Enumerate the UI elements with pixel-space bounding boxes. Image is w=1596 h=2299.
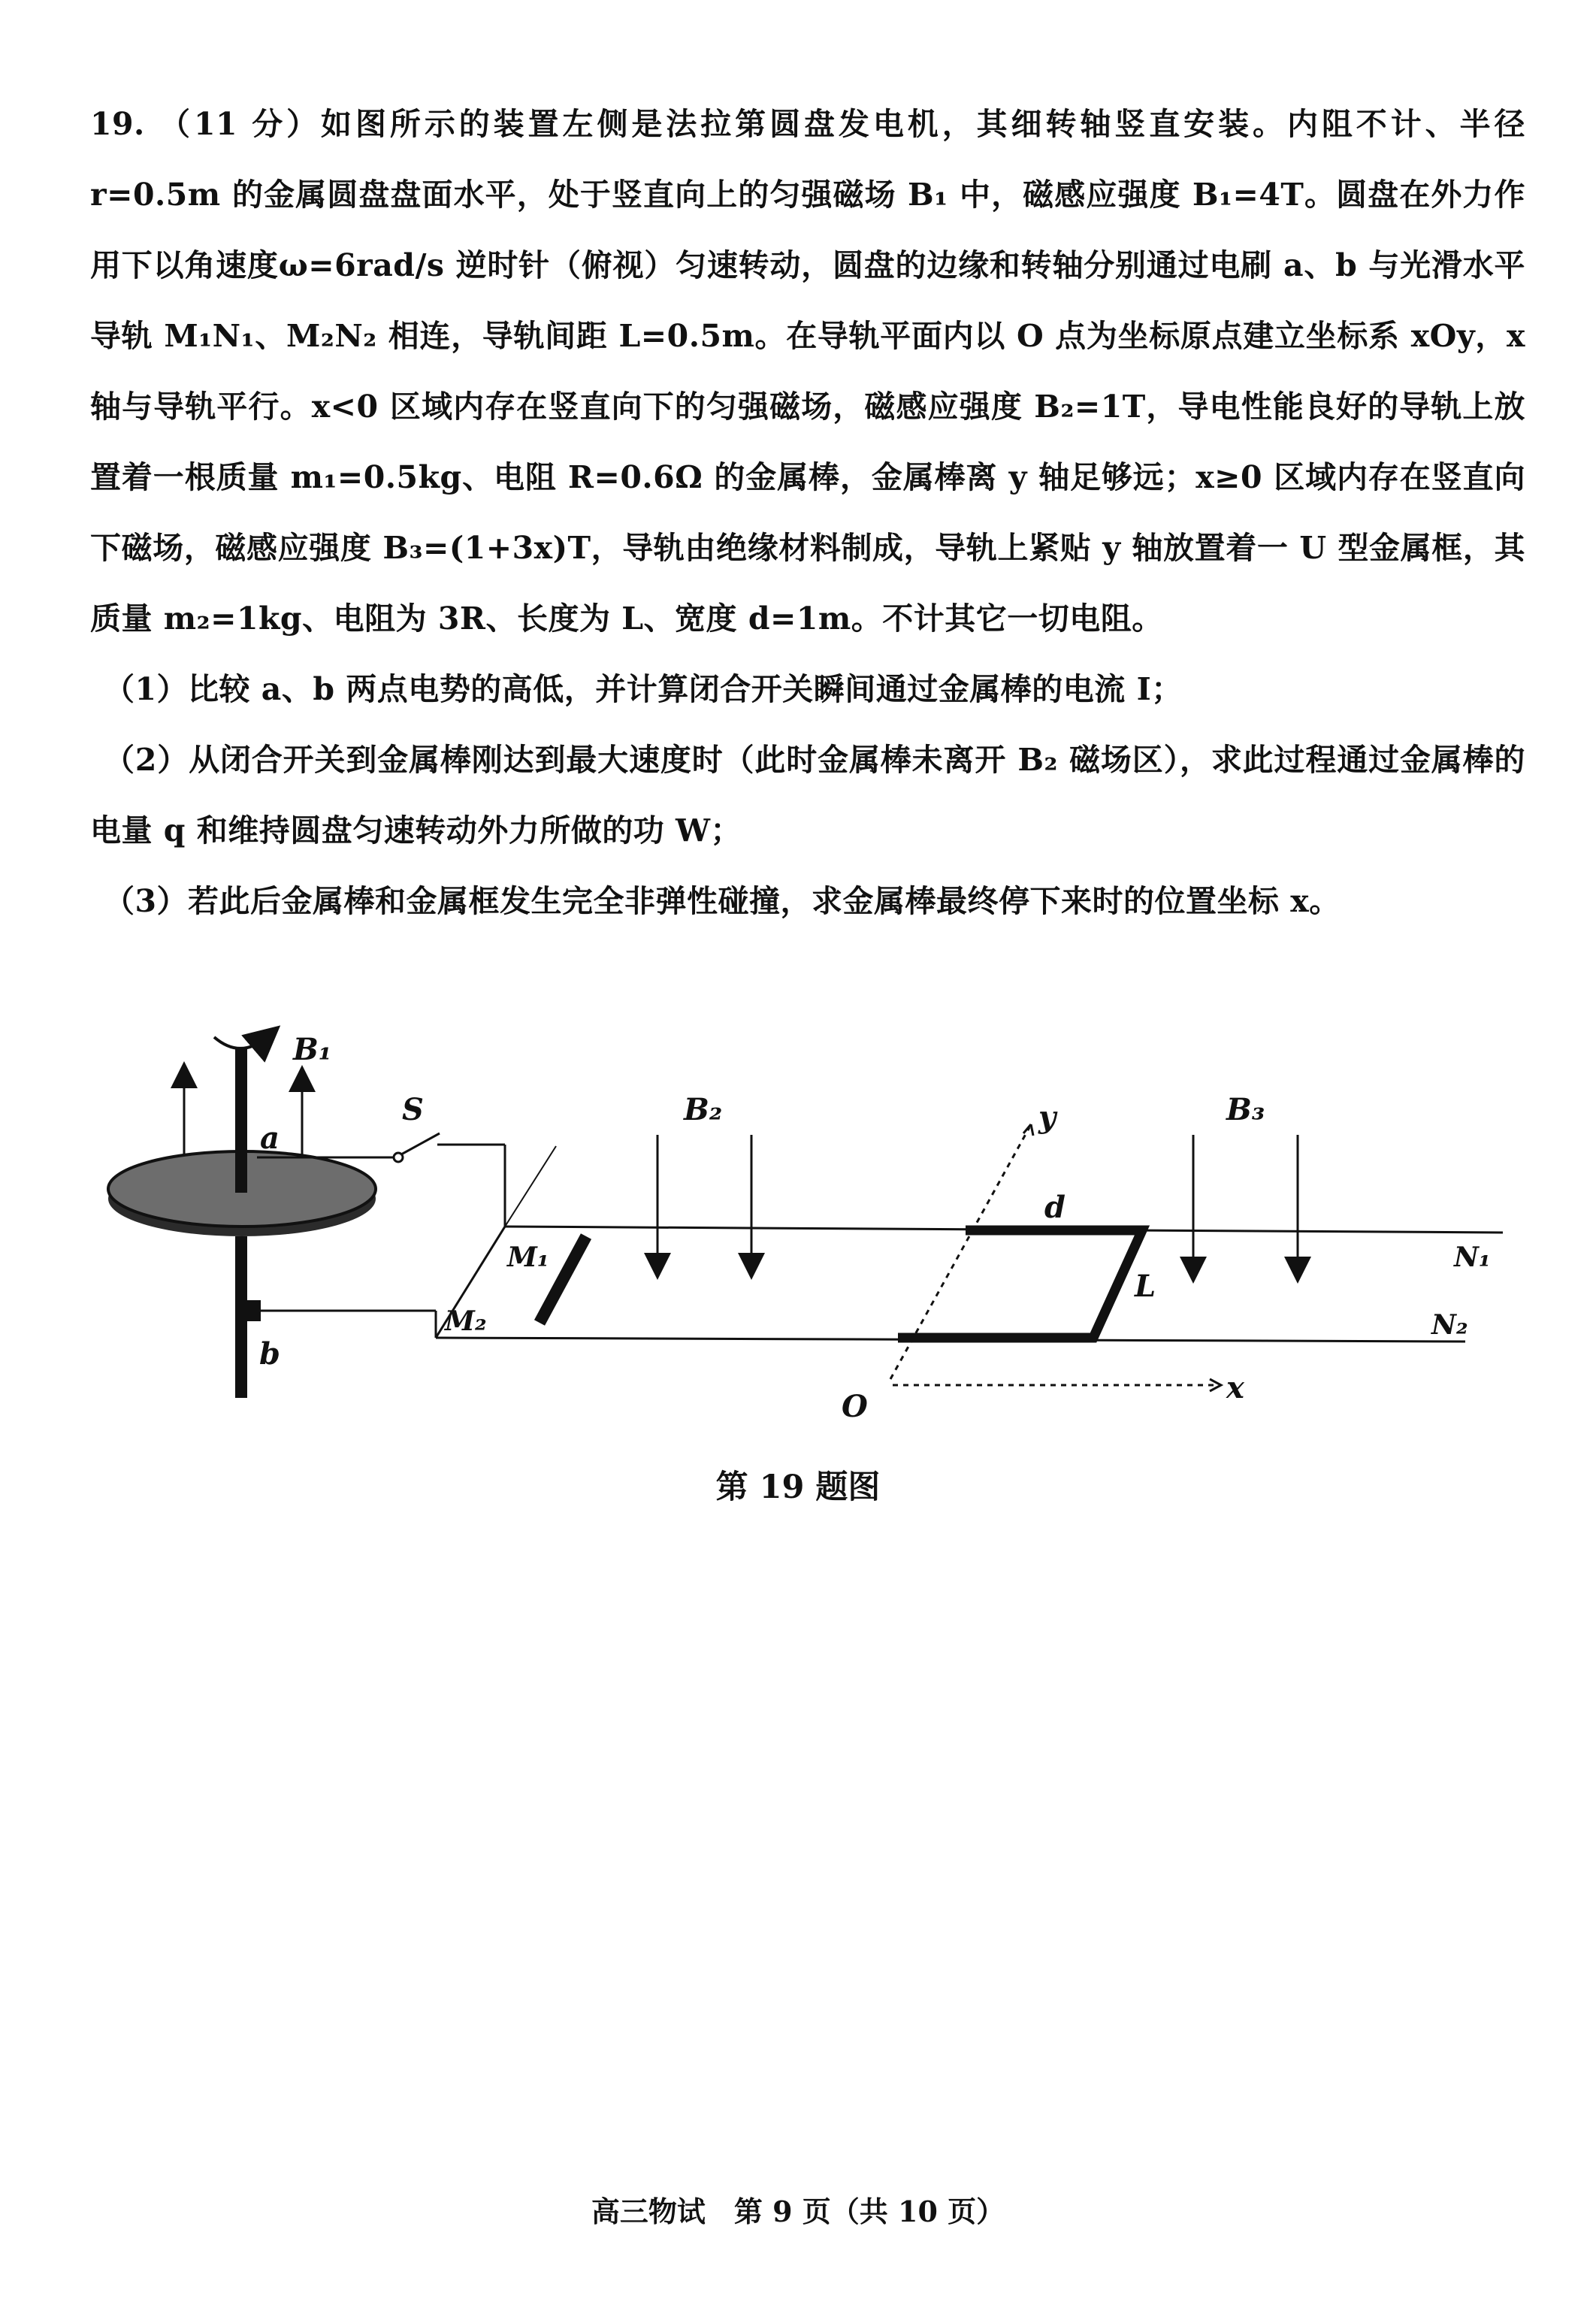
question-1: （1）比较 a、b 两点电势的高低，并计算闭合开关瞬间通过金属棒的电流 I； xyxy=(104,671,1183,707)
figure-19 xyxy=(90,1007,1518,1488)
label-x: x xyxy=(1226,1370,1244,1405)
question-3: （3）若此后金属棒和金属框发生完全非弹性碰撞，求金属棒最终停下来时的位置坐标 x。 xyxy=(104,883,1341,919)
apparatus-diagram xyxy=(90,1007,1518,1488)
label-n2: N₂ xyxy=(1431,1309,1468,1341)
switch-blade xyxy=(401,1133,440,1154)
label-b2: B₂ xyxy=(684,1092,723,1127)
label-y: y xyxy=(1038,1100,1056,1135)
problem-intro: 19. （11 分）如图所示的装置左侧是法拉第圆盘发电机，其细转轴竖直安装。内阻不计、半径 r=0.5m 的金属圆盘盘面水平，处于竖直向上的匀强磁场 B₁ 中，磁感应强度 B₁=4T。圆盘在外力作用下以角速度ω=6rad/s 逆时针（俯视）匀速转动，圆盘的边缘和转轴分别通过电刷 a、b 与光滑水平导轨 M₁N₁、M₂N₂ 相连，导轨间距 L=0.5m。在导轨平面内以 O 点为坐标原点建立坐标系 xOy，x 轴与导轨平行。x<0 区域内存在竖直向下的匀强磁场，磁感应强度 B₂=1T，导电性能良好的导轨上放置着一根质量 m₁=0.5kg、电阻 R=0.6Ω 的金属棒，金属棒离 y 轴足够远；x≥0 区域内存在竖直向下磁场，磁感应强度 B₃=(1+3x)T，导轨由绝缘材料制成，导轨上紧贴 y 轴放置着一 U 型金属框，其质量 m₂=1kg、电阻为 3R、长度为 L、宽度 d=1m。不计其它一切电阻。 xyxy=(90,106,1525,637)
label-d: d xyxy=(1044,1190,1066,1225)
label-m1: M₁ xyxy=(507,1242,549,1273)
question-2: （2）从闭合开关到金属棒刚达到最大速度时（此时金属棒未离开 B₂ 磁场区），求此过程通过金属棒的电量 q 和维持圆盘匀速转动外力所做的功 W； xyxy=(90,742,1525,849)
label-l: L xyxy=(1135,1269,1156,1304)
axle-top xyxy=(235,1048,247,1193)
label-b: b xyxy=(259,1336,280,1372)
label-s: S xyxy=(402,1092,424,1127)
rail-edge-line xyxy=(505,1146,556,1227)
brush-b xyxy=(247,1300,261,1321)
label-o: O xyxy=(842,1389,868,1424)
u-frame xyxy=(898,1230,1142,1338)
rotation-arrow-icon xyxy=(214,1037,267,1048)
label-b1: B₁ xyxy=(293,1032,332,1067)
label-a: a xyxy=(260,1121,280,1156)
label-n1: N₁ xyxy=(1454,1242,1491,1273)
label-b3: B₃ xyxy=(1226,1092,1265,1127)
problem-text xyxy=(90,89,1525,936)
label-m2: M₂ xyxy=(445,1305,487,1337)
page-footer: 高三物试 第 9 页（共 10 页） xyxy=(591,2195,1005,2228)
figure-caption: 第 19 题图 xyxy=(715,1469,881,1506)
axle-bottom xyxy=(235,1236,247,1398)
